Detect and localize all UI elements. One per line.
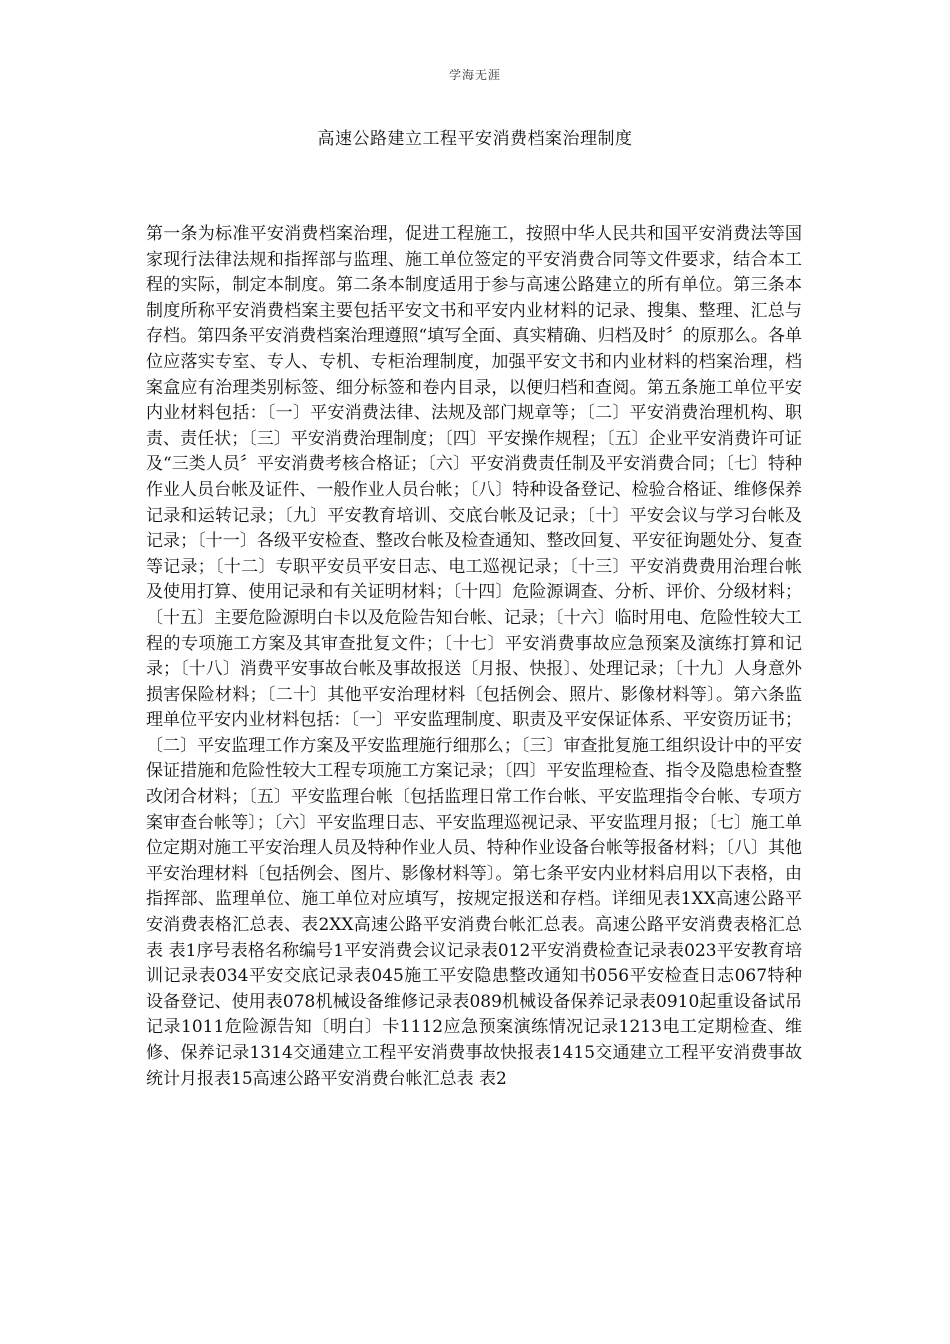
document-body: 第一条为标准平安消费档案治理，促进工程施工，按照中华人民共和国平安消费法等国家现行法律法规和指挥部与监理、施工单位签定的平安消费合同等文件要求，结合本工程的实际，制定本制度。第二条本制度适用于参与高速公路建立的所有单位。第三条本制度所称平安消费档案主要包括平安文书和平安内业材料的记录、搜集、整理、汇总与存档。第四条平安消费档案治理遵照“填写全面、真实精确、归档及时〞的原那么。各单位应落实专室、专人、专机、专柜治理制度，加强平安文书和内业材料的档案治理，档案盒应有治理类别标签、细分标签和卷内目录，以便归档和查阅。第五条施工单位平安内业材料包括：〔一〕平安消费法律、法规及部门规章等；〔二〕平安消费治理机构、职责、责任状；〔三〕平安消费治理制度；〔四〕平安操作规程；〔五〕企业平安消费许可证及“三类人员〞平安消费考核合格证；〔六〕平安消费责任制及平安消费合同；〔七〕特种作业人员台帐及证件、一般作业人员台帐；〔八〕特种设备登记、检验合格证、维修保养记录和运转记录；〔九〕平安教育培训、交底台帐及记录；〔十〕平安会议与学习台帐及记录；〔十一〕各级平安检查、整改台帐及检查通知、整改回复、平安征询题处分、复查等记录；〔十二〕专职平安员平安日志、电工巡视记录；〔十三〕平安消费费用治理台帐及使用打算、使用记录和有关证明材料；〔十四〕危险源调查、分析、评价、分级材料；〔十五〕主要危险源明白卡以及危险告知台帐、记录；〔十六〕临时用电、危险性较大工程的专项施工方案及其审查批复文件；〔十七〕平安消费事故应急预案及演练打算和记录；〔十八〕消费平安事故台帐及事故报送〔月报、快报〕、处理记录；〔十九〕人身意外损害保险材料；〔二十〕其他平安治理材料〔包括例会、照片、影像材料等〕。第六条监理单位平安内业材料包括：〔一〕平安监理制度、职责及平安保证体系、平安资历证书；〔二〕平安监理工作方案及平安监理施行细那么；〔三〕审查批复施工组织设计中的平安保证措施和危险性较大工程专项施工方案记录；〔四〕平安监理检查、指令及隐患检查整改闭合材料；〔五〕平安监理台帐〔包括监理日常工作台帐、平安监理指令台帐、专项方案审查台帐等〕；〔六〕平安监理日志、平安监理巡视记录、平安监理月报；〔七〕施工单位定期对施工平安治理人员及特种作业人员、特种作业设备台帐等报备材料；〔八〕其他平安治理材料〔包括例会、图片、影像材料等〕。第七条平安内业材料启用以下表格，由指挥部、监理单位、施工单位对应填写，按规定报送和存档。详细见表1XX高速公路平安消费表格汇总表、表2XX高速公路平安消费台帐汇总表。高速公路平安消费表格汇总表 表1序号表格名称编号1平安消费会议记录表012平安消费检查记录表023平安教育培训记录表034平安交底记录表045施工平安隐患整改通知书056平安检查日志067特种设备登记、使用表078机械设备维修记录表089机械设备保养记录表0910起重设备试吊记录1011危险源告知〔明白〕卡1112应急预案演练情况记录1213电工定期检查、维修、保养记录1314交通建立工程平安消费事故快报表1415交通建立工程平安消费事故统计月报表15高速公路平安消费台帐汇总表 表2 [146, 224, 802, 1089]
page-header: 学海无涯 [448, 68, 501, 82]
document-title: 高速公路建立工程平安消费档案治理制度 [317, 129, 633, 149]
